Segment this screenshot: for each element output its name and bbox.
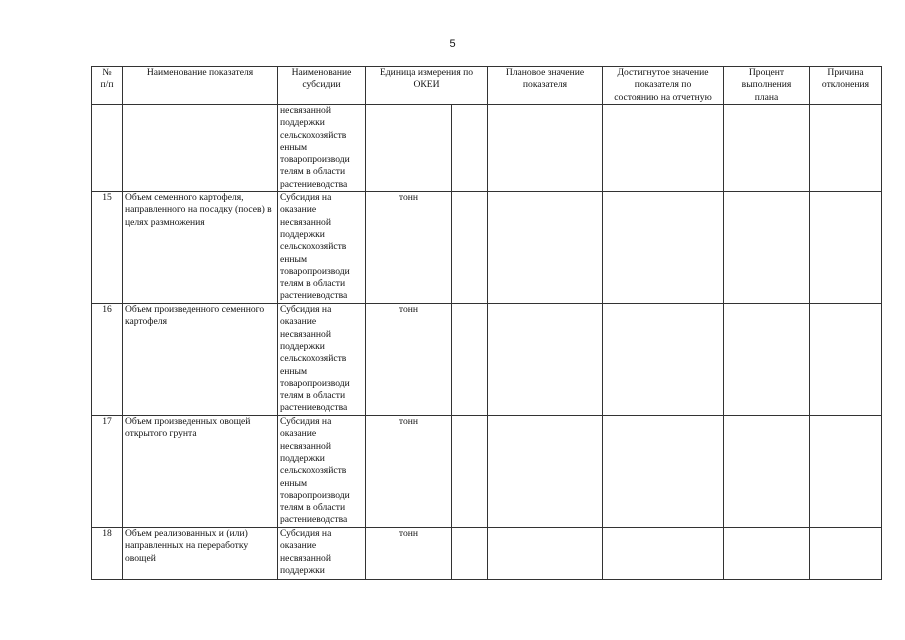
header-planned: Плановое значение показателя [488,67,603,105]
header-subsidy-name: Наименование субсидии [278,67,366,105]
unit-code [452,416,488,528]
header-achieved: Достигнутое значение показателя по состоянию на отчетную [603,67,724,105]
percent-value [724,304,810,416]
planned-value [488,416,603,528]
achieved-value [603,304,724,416]
table-row [92,528,882,580]
unit-name: тонн [366,528,452,580]
planned-value [488,105,603,192]
deviation-reason [810,304,882,416]
indicator-name: Объем семенного картофеля, направленного на посадку (посев) в целях размножения [123,192,278,304]
page-number: 5 [449,38,456,50]
header-reason: Причина отклонения [810,67,882,105]
table-row [92,416,882,528]
subsidy-name: Субсидия на оказание несвязанной поддержки сельскохозяйств енным товаропроизводи телям в области растениеводства [278,304,366,416]
achieved-value [603,192,724,304]
row-number: 15 [92,192,123,304]
header-indicator-name: Наименование показателя [123,67,278,105]
achieved-value [603,105,724,192]
indicator-name [123,105,278,192]
indicator-name: Объем произведенного семенного картофеля [123,304,278,416]
unit-name [366,105,452,192]
indicators-table [91,66,882,580]
row-number: 18 [92,528,123,580]
unit-name: тонн [366,192,452,304]
percent-value [724,528,810,580]
table-row [92,304,882,416]
subsidy-name: Субсидия на оказание несвязанной поддержки сельскохозяйств енным товаропроизводи телям в области растениеводства [278,192,366,304]
table-row [92,105,882,192]
unit-name: тонн [366,304,452,416]
header-percent: Процент выполнения плана [724,67,810,105]
deviation-reason [810,192,882,304]
table-row [92,192,882,304]
subsidy-name: Субсидия на оказание несвязанной поддержки сельскохозяйств енным товаропроизводи телям в области растениеводства [278,416,366,528]
percent-value [724,416,810,528]
row-number [92,105,123,192]
table-header-row [92,67,882,105]
achieved-value [603,416,724,528]
unit-code [452,304,488,416]
row-number: 17 [92,416,123,528]
unit-name: тонн [366,416,452,528]
unit-code [452,105,488,192]
planned-value [488,528,603,580]
unit-code [452,528,488,580]
deviation-reason [810,105,882,192]
indicator-name: Объем произведенных овощей открытого грунта [123,416,278,528]
deviation-reason [810,528,882,580]
achieved-value [603,528,724,580]
percent-value [724,192,810,304]
planned-value [488,304,603,416]
header-unit: Единица измерения по ОКЕИ [366,67,488,105]
percent-value [724,105,810,192]
subsidy-name: Субсидия на оказание несвязанной поддержки [278,528,366,580]
planned-value [488,192,603,304]
unit-code [452,192,488,304]
subsidy-name: несвязанной поддержки сельскохозяйств енным товаропроизводи телям в области растениеводства [278,105,366,192]
row-number: 16 [92,304,123,416]
indicator-name: Объем реализованных и (или) направленных на переработку овощей [123,528,278,580]
deviation-reason [810,416,882,528]
header-num: № п/п [92,67,123,105]
